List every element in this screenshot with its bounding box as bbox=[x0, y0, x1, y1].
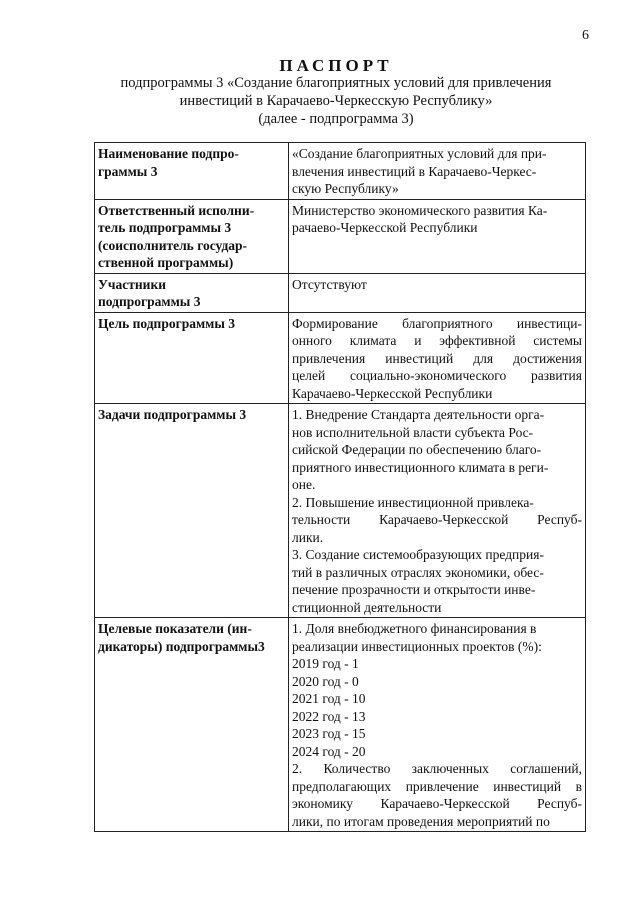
row-value-line: предполагающих привлечение инвестиций в bbox=[292, 778, 582, 794]
row-label-cell bbox=[95, 199, 289, 273]
row-value-line: тий в различных отраслях экономики, обес- bbox=[292, 564, 544, 580]
passport-table bbox=[94, 142, 586, 832]
row-value-line: 2024 год - 20 bbox=[292, 743, 366, 759]
row-value-line: тельности Карачаево-Черкесской Респуб- bbox=[292, 512, 582, 527]
document-subtitle bbox=[96, 74, 576, 128]
row-value-line: лики. bbox=[292, 529, 324, 545]
passport-row bbox=[95, 143, 586, 200]
passport-row bbox=[95, 618, 586, 832]
row-value-line: 2023 год - 15 bbox=[292, 726, 366, 741]
page-number: 6 bbox=[582, 28, 589, 43]
row-value-line: «Создание благоприятных условий для при- bbox=[292, 146, 547, 161]
row-label-line: (соисполнитель государ- bbox=[98, 237, 248, 253]
row-value-line: 2020 год - 0 bbox=[292, 673, 359, 689]
row-value-line: Карачаево-Черкесской Республики bbox=[292, 385, 493, 401]
row-value-cell bbox=[289, 143, 586, 200]
row-value-line: печение прозрачности и открытости инве- bbox=[292, 582, 536, 597]
row-value-line: рачаево-Черкесской Республики bbox=[292, 220, 478, 235]
row-value-line: 2. Количество заключенных соглашений, bbox=[292, 761, 582, 776]
row-label-line: тель подпрограммы 3 bbox=[98, 220, 232, 235]
passport-table-body bbox=[95, 143, 586, 832]
row-value-line: влечения инвестиций в Карачаево-Черкес- bbox=[292, 163, 537, 179]
row-value-cell bbox=[289, 618, 586, 832]
row-value-line: 2021 год - 10 bbox=[292, 691, 366, 706]
row-label-line: Цель подпрограммы 3 bbox=[98, 315, 236, 331]
row-value-line: Министерство экономического развития Ка- bbox=[292, 202, 548, 218]
row-label-cell bbox=[95, 312, 289, 404]
subtitle-line: подпрограммы 3 «Создание благоприятных условий для привлечения bbox=[120, 75, 552, 91]
row-value-line: нов исполнительной власти субъекта Рос- bbox=[292, 424, 534, 440]
row-value-cell bbox=[289, 312, 586, 404]
passport-row bbox=[95, 404, 586, 618]
row-value-cell bbox=[289, 273, 586, 312]
subtitle-line: (далее - подпрограмма 3) bbox=[258, 111, 414, 127]
subtitle-line: инвестиций в Карачаево-Черкесскую Республику» bbox=[179, 93, 493, 109]
row-label-cell bbox=[95, 143, 289, 200]
row-value-line: 1. Внедрение Стандарта деятельности орга- bbox=[292, 407, 545, 422]
row-label-line: Наименование подпро- bbox=[98, 146, 239, 161]
row-value-line: скую Республику» bbox=[292, 181, 399, 196]
row-label-line: Задачи подпрограммы 3 bbox=[98, 407, 247, 422]
row-value-line: оне. bbox=[292, 477, 316, 492]
row-value-line: сийской Федерации по обеспечению благо- bbox=[292, 442, 542, 457]
row-label-line: Ответственный исполни- bbox=[98, 202, 255, 218]
row-value-line: 3. Создание системообразующих предприя- bbox=[292, 547, 544, 562]
row-label-cell bbox=[95, 404, 289, 618]
row-value-line: целей социально-экономического развития bbox=[292, 368, 582, 383]
row-value-line: 2019 год - 1 bbox=[292, 656, 359, 671]
row-label-line: Участники bbox=[98, 276, 167, 292]
row-value-line: Формирование благоприятного инвестици- bbox=[292, 315, 582, 331]
row-label-line: подпрограммы 3 bbox=[98, 294, 201, 309]
row-value-line: экономику Карачаево-Черкесской Респуб- bbox=[292, 796, 582, 811]
row-label-line: ственной программы) bbox=[98, 255, 234, 270]
row-label-line: дикаторы) подпрограммы3 bbox=[98, 638, 265, 654]
row-value-line: стиционной деятельности bbox=[292, 599, 442, 615]
row-value-line: 1. Доля внебюджетного финансирования в bbox=[292, 621, 537, 636]
row-value-line: лики, по итогам проведения мероприятий по bbox=[292, 813, 550, 829]
row-value-line: приятного инвестиционного климата в реги- bbox=[292, 459, 549, 475]
row-value-cell bbox=[289, 404, 586, 618]
passport-row bbox=[95, 199, 586, 273]
row-value-line: привлечения инвестиций для достижения bbox=[292, 350, 582, 366]
row-value-cell bbox=[289, 199, 586, 273]
row-label-line: граммы 3 bbox=[98, 163, 158, 179]
row-label-cell bbox=[95, 273, 289, 312]
document-title: ПАСПОРТ bbox=[279, 56, 393, 75]
row-value-line: онного климата и эффективной системы bbox=[292, 333, 582, 348]
row-label-line: Целевые показатели (ин- bbox=[98, 621, 252, 636]
row-label-cell bbox=[95, 618, 289, 832]
passport-row bbox=[95, 273, 586, 312]
row-value-line: реализации инвестиционных проектов (%): bbox=[292, 638, 542, 654]
passport-row bbox=[95, 312, 586, 404]
row-value-line: 2022 год - 13 bbox=[292, 708, 366, 724]
row-value-line: Отсутствуют bbox=[292, 276, 367, 292]
row-value-line: 2. Повышение инвестиционной привлека- bbox=[292, 494, 534, 510]
